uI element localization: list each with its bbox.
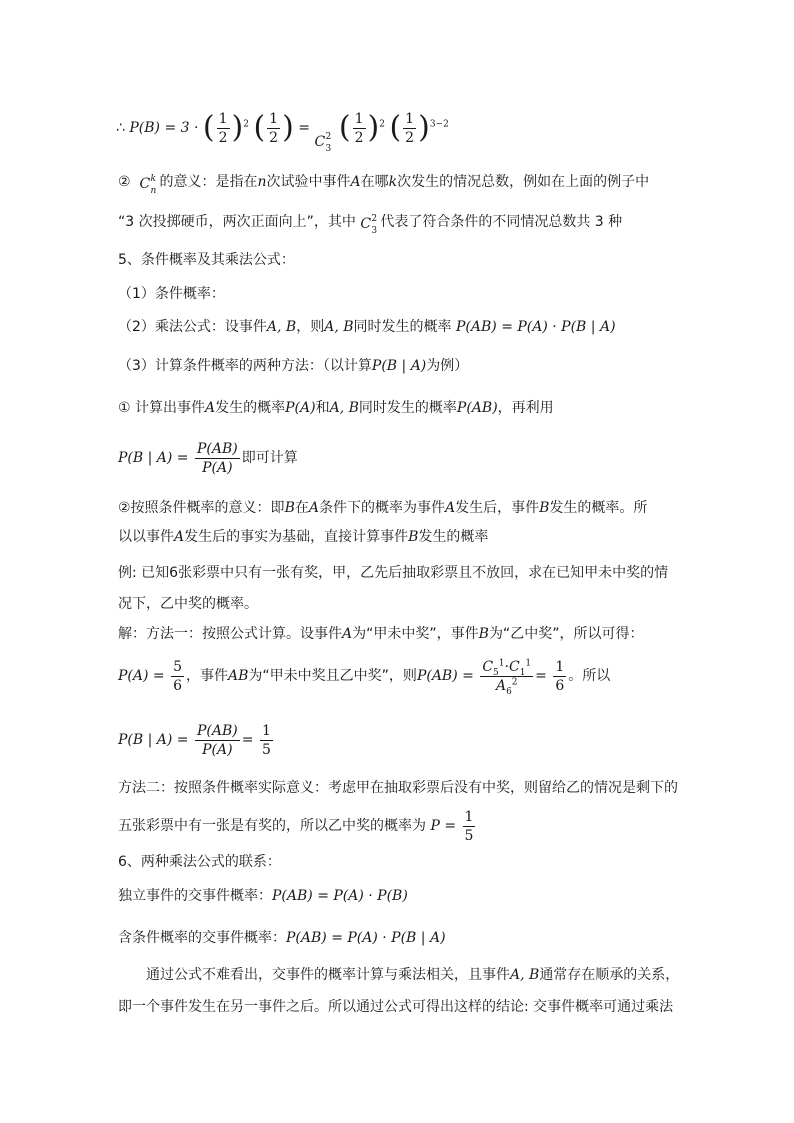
conditional-events: 含条件概率的交事件概率：P(AB) = P(A) · P(B | A) [118, 930, 446, 946]
method2sol-line1: 方法二：按照条件概率实际意义：考虑甲在抽取彩票后没有中奖，则留给乙的情况是剩下的 [118, 780, 678, 796]
solution-line1: 解：方法一：按照公式计算。设事件A为“甲未中奖”，事件B为“乙中奖”，所以可得： [118, 626, 644, 642]
example-line2: 况下，乙中奖的概率。 [118, 596, 258, 612]
therefore-symbol: ∴ [116, 120, 125, 136]
method2-line1: ②按照条件概率的意义：即B在A条件下的概率为事件A发生后，事件B发生的概率。所 [118, 500, 648, 516]
solution-formula: P(B | A) = $\frac{P(AB)}{P(A)}$ = $\frac{1}{5}$ [118, 722, 271, 758]
sub2-line: （2）乘法公式：设事件A, B，则A, B同时发生的概率 P(AB) = P(A) · P(B | A) [118, 319, 616, 335]
multiplication-formula: P(AB) = P(A) · P(B | A) [456, 319, 616, 335]
item2-line2: “3 次投掷硬币，两次正面向上”，其中 C 2 3 代表了符合条件的不同情况总数共 3 种 [118, 214, 623, 236]
formula-pb: ∴ P(B) = 3 · ( $\frac{1}{2}$ )$^2$ ( $\frac{1}{2}$ ) = C 2 3 ( $\frac{1}{2}$ )$^2$ ( $\frac{1}{2}$ )$^{3-2}$ [116, 110, 449, 154]
solution-line2: P(A) = $\frac{5}{6}$ ，事件AB为“甲未中奖且乙中奖”，则P(AB) = $\frac{C_5^1\cdot C_1^1}{A_6^2}$ = $\frac{1}{6}$ 。所以 [118, 657, 611, 697]
example-line1: 例: 已知6张彩票中只有一张有奖，甲，乙先后抽取彩票且不放回，求在已知甲未中奖的情 [118, 565, 669, 581]
section-5-title: 5、条件概率及其乘法公式： [118, 252, 295, 268]
sub1-text: （1）条件概率： [118, 286, 225, 302]
method2sol-line2: 五张彩票中有一张是有奖的，所以乙中奖的概率为 P = $\frac{1}{5}$ [118, 808, 474, 844]
independent-events: 独立事件的交事件概率：P(AB) = P(A) · P(B) [118, 888, 408, 904]
method1-formula: P(B | A) = $\frac{P(AB)}{P(A)}$ 即可计算 [118, 440, 298, 476]
paragraph-line2: 即一个事件发生在另一事件之后。所以通过公式可得出这样的结论: 交事件概率可通过乘法 [118, 999, 674, 1015]
paragraph-line1: 通过公式不难看出，交事件的概率计算与乘法相关，且事件A, B通常存在顺承的关系， [146, 967, 680, 983]
item2-line1: ② C k n 的意义：是指在n次试验中事件A在哪k次发生的情况总数，例如在上面的例子中 [118, 174, 650, 196]
method2-line2: 以以事件A发生后的事实为基础，直接计算事件B发生的概率 [118, 529, 489, 545]
method1-line: ① 计算出事件A发生的概率P(A)和A, B同时发生的概率P(AB)，再利用 [118, 400, 554, 416]
pb-lhs: P(B) = 3 · [129, 120, 199, 136]
sub3-line: （3）计算条件概率的两种方法：（以计算P(B | A)为例） [118, 358, 469, 374]
section-6-title: 6、两种乘法公式的联系： [118, 854, 281, 870]
